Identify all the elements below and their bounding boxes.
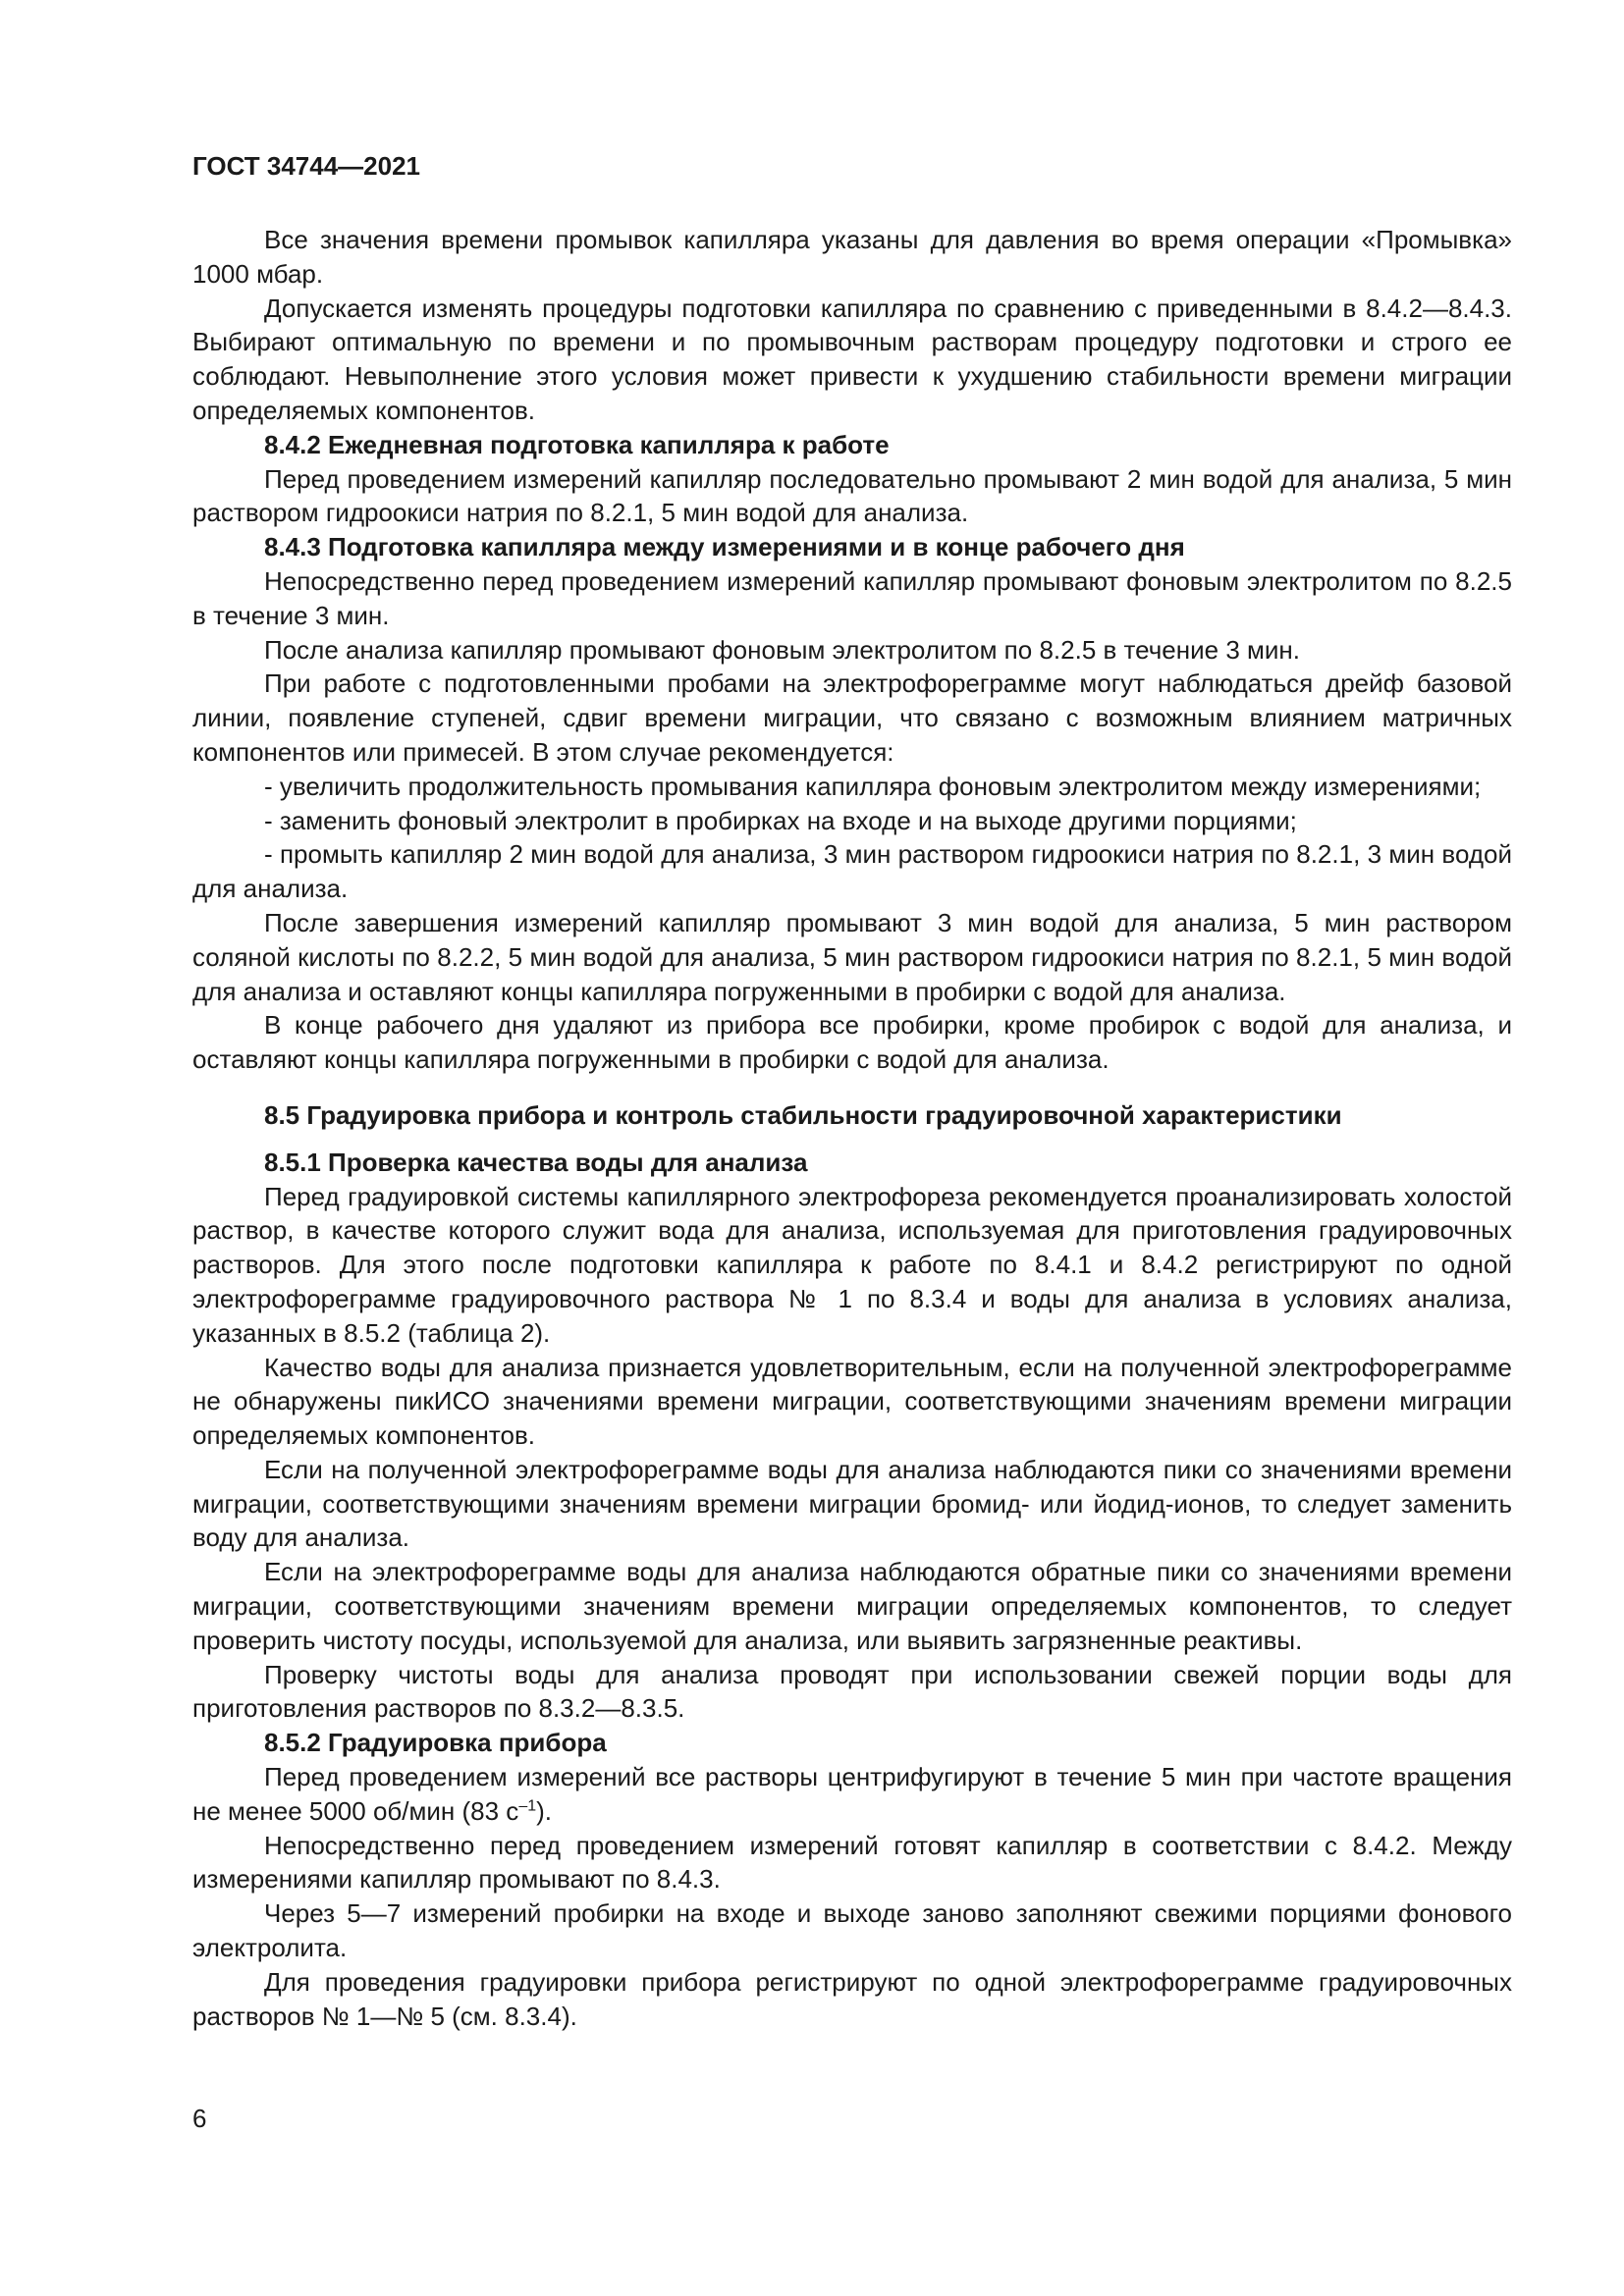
paragraph: Для проведения градуировки прибора регистрируют по одной электрофореграмме градуировочных растворов № 1—№ 5 (см. 8.3.4). <box>192 1966 1512 2031</box>
paragraph: Допускается изменять процедуры подготовки капилляра по сравнению с приведенными в 8.4.2—8.4.3. Выбирают оптимальную по времени и по промывочным растворам процедуру подготовки и строго ее соблюдают. Невыполнение этого условия может привести к ухудшению стабильности времени миграции определяемых компонентов. <box>192 293 1512 425</box>
page-number: 6 <box>192 2104 207 2133</box>
section-heading-8-5-1: 8.5.1 Проверка качества воды для анализа <box>264 1147 808 1177</box>
list-item: - увеличить продолжительность промывания капилляра фоновым электролитом между измерениями; <box>264 771 1482 801</box>
list-item: - заменить фоновый электролит в пробирках на входе и на выходе другими порциями; <box>264 805 1297 835</box>
section-heading-8-5: 8.5 Градуировка прибора и контроль стабильности градуировочной характеристики <box>264 1099 1342 1130</box>
paragraph-text-end: ). <box>536 1795 552 1826</box>
paragraph: Непосредственно перед проведением измерений готовят капилляр в соответствии с 8.4.2. Между измерениями капилляр промывают по 8.4.3. <box>192 1830 1512 1895</box>
paragraph: После завершения измерений капилляр промывают 3 мин водой для анализа, 5 мин раствором соляной кислоты по 8.2.2, 5 мин водой для анализа, 5 мин раствором гидроокиси натрия по 8.2.1, 5 мин водой для анализа и оставляют концы капилляра погруженными в пробирки с водой для анализа. <box>192 907 1512 1006</box>
paragraph: После анализа капилляр промывают фоновым электролитом по 8.2.5 в течение 3 мин. <box>264 634 1300 665</box>
paragraph: Качество воды для анализа признается удовлетворительным, если на полученной электрофореграмме не обнаружены пикИСО значениями времени миграции, соответствующими значениям времени миграции определяемых компонентов. <box>192 1352 1512 1451</box>
paragraph: Если на электрофореграмме воды для анализа наблюдаются обратные пики со значениями времени миграции, соответствующими значениям времени миграции определяемых компонентов, то следует проверить чистоту посуды, используемой для анализа, или выявить загрязненные реактивы. <box>192 1557 1512 1655</box>
paragraph-text: Перед проведением измерений все растворы центрифугируют в течение 5 мин при частоте вращения не менее 5000 об/мин (83 с <box>192 1762 1512 1826</box>
section-heading-8-4-3: 8.4.3 Подготовка капилляра между измерениями и в конце рабочего дня <box>264 532 1185 562</box>
paragraph: Через 5—7 измерений пробирки на входе и выходе заново заполняют свежими порциями фонового электролита. <box>192 1898 1512 1963</box>
paragraph: В конце рабочего дня удаляют из прибора все пробирки, кроме пробирок с водой для анализа, и оставляют концы капилляра погруженными в пробирки с водой для анализа. <box>192 1010 1512 1075</box>
section-heading-8-4-2: 8.4.2 Ежедневная подготовка капилляра к работе <box>264 429 890 459</box>
paragraph: Все значения времени промывок капилляра указаны для давления во время операции «Промывка» 1000 мбар. <box>192 225 1512 289</box>
paragraph: Проверку чистоты воды для анализа проводят при использовании свежей порции воды для приготовления растворов по 8.3.2—8.3.5. <box>192 1659 1512 1724</box>
section-heading-8-5-2: 8.5.2 Градуировка прибора <box>264 1728 607 1758</box>
paragraph: Если на полученной электрофореграмме воды для анализа наблюдаются пики со значениями времени миграции, соответствующими значениям времени миграции бромид- или йодид-ионов, то следует заменить воду для анализа. <box>192 1454 1512 1553</box>
paragraph: Непосредственно перед проведением измерений капилляр промывают фоновым электролитом по 8.2.5 в течение 3 мин. <box>192 565 1512 630</box>
paragraph: При работе с подготовленными пробами на электрофореграмме могут наблюдаться дрейф базовой линии, появление ступеней, сдвиг времени миграции, что связано с возможным влиянием матричных компонентов или примесей. В этом случае рекомендуется: <box>192 668 1512 767</box>
paragraph: Перед проведением измерений капилляр последовательно промывают 2 мин водой для анализа, 5 мин раствором гидроокиси натрия по 8.2.1, 5 мин водой для анализа. <box>192 463 1512 528</box>
document-header: ГОСТ 34744—2021 <box>192 151 420 181</box>
document-body <box>192 223 1512 2033</box>
paragraph <box>192 1760 1512 1829</box>
superscript-exponent: –1 <box>518 1797 537 1815</box>
paragraph: Перед градуировкой системы капиллярного электрофореза рекомендуется проанализировать холостой раствор, в качестве которого служит вода для анализа, используемая для приготовления градуировочных растворов. Для этого после подготовки капилляра к работе по 8.4.1 и 8.4.2 регистрируют по одной электрофореграмме градуировочного раствора № 1 по 8.3.4 и воды для анализа в условиях анализа, указанных в 8.5.2 (таблица 2). <box>192 1181 1512 1348</box>
list-item: - промыть капилляр 2 мин водой для анализа, 3 мин раствором гидроокиси натрия по 8.2.1, 3 мин водой для анализа. <box>192 839 1512 904</box>
